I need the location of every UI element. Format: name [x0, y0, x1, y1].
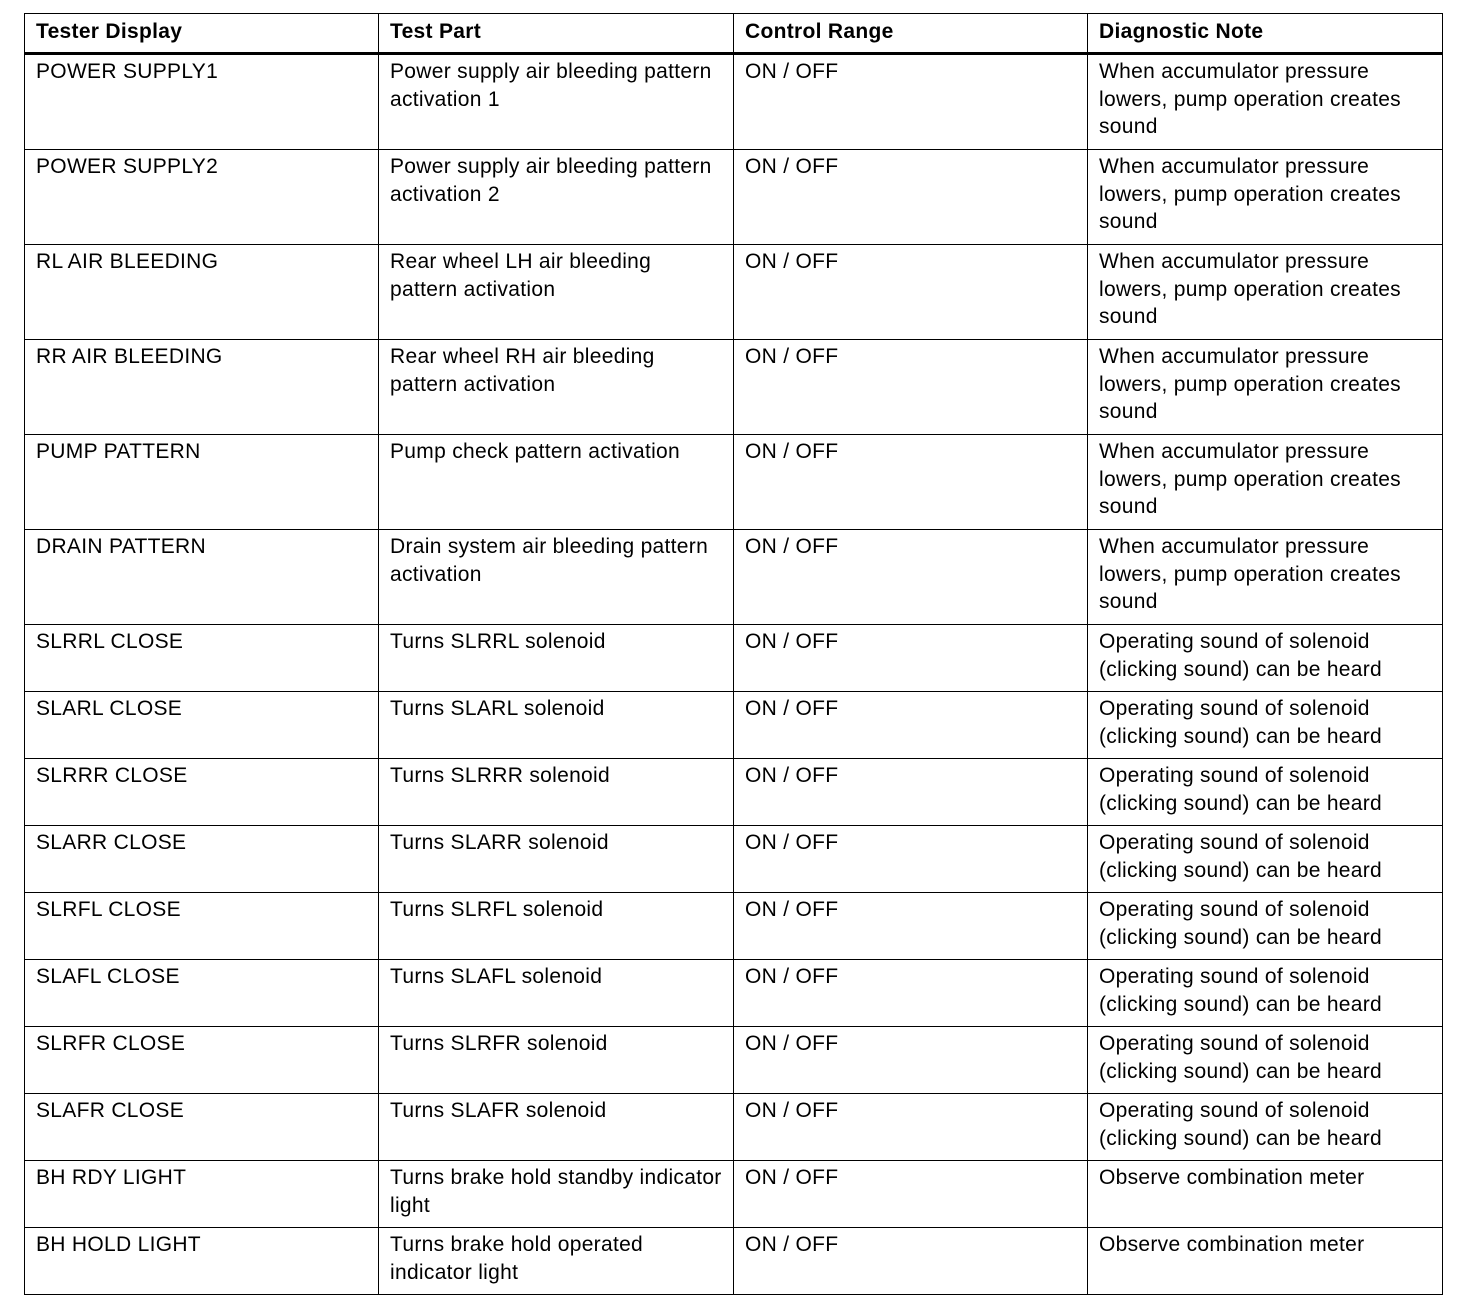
cell-test-part: Pump check pattern activation [379, 435, 734, 530]
cell-tester-display: SLRRL CLOSE [25, 625, 379, 692]
table-row [25, 1027, 1443, 1094]
header-tester-display: Tester Display [25, 14, 379, 54]
cell-diagnostic-note: Operating sound of solenoid (clicking sound) can be heard [1088, 960, 1443, 1027]
cell-control-range: ON / OFF [734, 625, 1088, 692]
cell-tester-display: SLRFR CLOSE [25, 1027, 379, 1094]
cell-diagnostic-note: Operating sound of solenoid (clicking sound) can be heard [1088, 692, 1443, 759]
cell-tester-display: PUMP PATTERN [25, 435, 379, 530]
table-row [25, 759, 1443, 826]
cell-diagnostic-note: Operating sound of solenoid (clicking sound) can be heard [1088, 826, 1443, 893]
cell-test-part: Power supply air bleeding pattern activation 2 [379, 150, 734, 245]
cell-tester-display: SLAFR CLOSE [25, 1094, 379, 1161]
table-row [25, 1228, 1443, 1295]
header-control-range: Control Range [734, 14, 1088, 54]
cell-tester-display: SLRRR CLOSE [25, 759, 379, 826]
table-row [25, 893, 1443, 960]
cell-tester-display: DRAIN PATTERN [25, 530, 379, 625]
cell-control-range: ON / OFF [734, 340, 1088, 435]
cell-diagnostic-note: When accumulator pressure lowers, pump operation creates sound [1088, 245, 1443, 340]
cell-test-part: Turns SLRFR solenoid [379, 1027, 734, 1094]
cell-tester-display: BH HOLD LIGHT [25, 1228, 379, 1295]
cell-test-part: Turns SLAFR solenoid [379, 1094, 734, 1161]
table-header-row [25, 14, 1443, 54]
cell-diagnostic-note: Operating sound of solenoid (clicking sound) can be heard [1088, 759, 1443, 826]
table-row [25, 1094, 1443, 1161]
cell-diagnostic-note: When accumulator pressure lowers, pump operation creates sound [1088, 54, 1443, 150]
cell-control-range: ON / OFF [734, 1161, 1088, 1228]
cell-control-range: ON / OFF [734, 826, 1088, 893]
cell-control-range: ON / OFF [734, 530, 1088, 625]
cell-control-range: ON / OFF [734, 893, 1088, 960]
table-row [25, 625, 1443, 692]
cell-tester-display: BH RDY LIGHT [25, 1161, 379, 1228]
cell-test-part: Turns brake hold standby indicator light [379, 1161, 734, 1228]
header-diagnostic-note: Diagnostic Note [1088, 14, 1443, 54]
cell-control-range: ON / OFF [734, 245, 1088, 340]
cell-test-part: Turns brake hold operated indicator light [379, 1228, 734, 1295]
cell-diagnostic-note: When accumulator pressure lowers, pump operation creates sound [1088, 435, 1443, 530]
cell-control-range: ON / OFF [734, 150, 1088, 245]
table-row [25, 150, 1443, 245]
cell-test-part: Rear wheel LH air bleeding pattern activation [379, 245, 734, 340]
cell-test-part: Turns SLRRL solenoid [379, 625, 734, 692]
table-row [25, 340, 1443, 435]
cell-test-part: Turns SLARR solenoid [379, 826, 734, 893]
cell-control-range: ON / OFF [734, 54, 1088, 150]
cell-control-range: ON / OFF [734, 1228, 1088, 1295]
cell-diagnostic-note: Operating sound of solenoid (clicking sound) can be heard [1088, 1027, 1443, 1094]
cell-test-part: Turns SLAFL solenoid [379, 960, 734, 1027]
cell-tester-display: RR AIR BLEEDING [25, 340, 379, 435]
cell-tester-display: POWER SUPPLY1 [25, 54, 379, 150]
cell-tester-display: RL AIR BLEEDING [25, 245, 379, 340]
cell-tester-display: SLARL CLOSE [25, 692, 379, 759]
cell-test-part: Drain system air bleeding pattern activation [379, 530, 734, 625]
cell-tester-display: SLAFL CLOSE [25, 960, 379, 1027]
active-test-table [24, 13, 1443, 1295]
cell-diagnostic-note: When accumulator pressure lowers, pump operation creates sound [1088, 340, 1443, 435]
cell-control-range: ON / OFF [734, 435, 1088, 530]
cell-diagnostic-note: Observe combination meter [1088, 1228, 1443, 1295]
table-row [25, 435, 1443, 530]
cell-diagnostic-note: When accumulator pressure lowers, pump operation creates sound [1088, 150, 1443, 245]
cell-test-part: Turns SLRRR solenoid [379, 759, 734, 826]
table-row [25, 1161, 1443, 1228]
cell-control-range: ON / OFF [734, 692, 1088, 759]
cell-diagnostic-note: Operating sound of solenoid (clicking sound) can be heard [1088, 625, 1443, 692]
table-row [25, 692, 1443, 759]
cell-test-part: Turns SLRFL solenoid [379, 893, 734, 960]
cell-diagnostic-note: Observe combination meter [1088, 1161, 1443, 1228]
cell-test-part: Power supply air bleeding pattern activation 1 [379, 54, 734, 150]
cell-control-range: ON / OFF [734, 960, 1088, 1027]
cell-tester-display: SLRFL CLOSE [25, 893, 379, 960]
cell-diagnostic-note: Operating sound of solenoid (clicking sound) can be heard [1088, 893, 1443, 960]
cell-tester-display: POWER SUPPLY2 [25, 150, 379, 245]
cell-diagnostic-note: When accumulator pressure lowers, pump operation creates sound [1088, 530, 1443, 625]
table-row [25, 54, 1443, 150]
cell-tester-display: SLARR CLOSE [25, 826, 379, 893]
cell-control-range: ON / OFF [734, 1027, 1088, 1094]
cell-control-range: ON / OFF [734, 1094, 1088, 1161]
cell-control-range: ON / OFF [734, 759, 1088, 826]
header-test-part: Test Part [379, 14, 734, 54]
cell-test-part: Rear wheel RH air bleeding pattern activation [379, 340, 734, 435]
table-row [25, 245, 1443, 340]
cell-diagnostic-note: Operating sound of solenoid (clicking sound) can be heard [1088, 1094, 1443, 1161]
table-row [25, 530, 1443, 625]
table-row [25, 826, 1443, 893]
table-row [25, 960, 1443, 1027]
table-body [25, 54, 1443, 1295]
cell-test-part: Turns SLARL solenoid [379, 692, 734, 759]
